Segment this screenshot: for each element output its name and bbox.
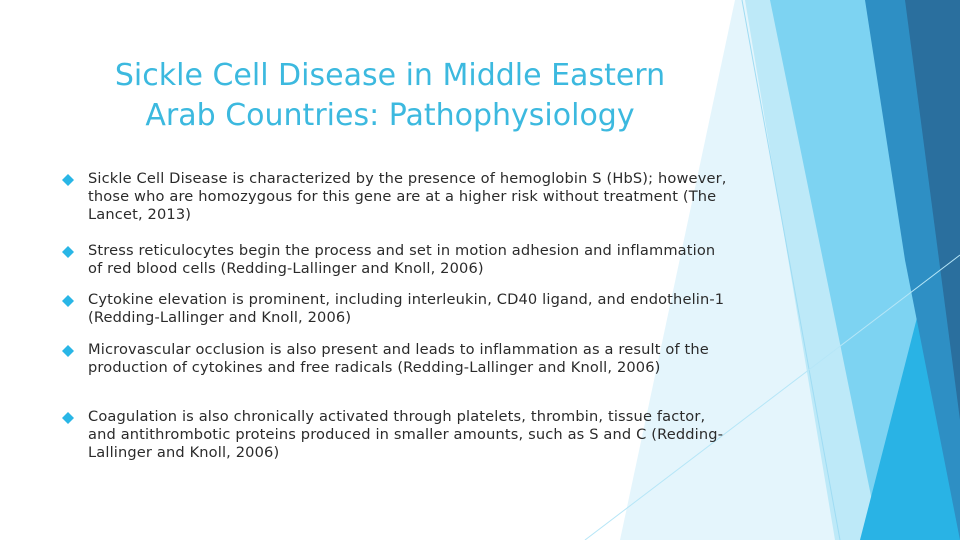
diamond-bullet-icon <box>62 412 74 424</box>
title-line-1: Sickle Cell Disease in Middle Eastern <box>114 58 666 93</box>
bullet-text: Cytokine elevation is prominent, including interleukin, CD40 ligand, and endothelin-1 (Redding-Lallinger and Knoll, 2006) <box>88 291 725 326</box>
bullet-text: Stress reticulocytes begin the process and set in motion adhesion and inflammation of red blood cells (Redding-Lallinger and Knoll, 2006) <box>88 242 716 277</box>
diamond-bullet-icon <box>62 174 74 186</box>
diamond-bullet-icon <box>62 295 74 307</box>
bullet-text: Coagulation is also chronically activated through platelets, thrombin, tissue factor, and antithrombotic proteins produced in smaller amounts, such as S and C (Redding-Lallinger and Knoll, 2006) <box>88 408 724 461</box>
slide-title <box>60 56 720 136</box>
title-line-2: Arab Countries: Pathophysiology <box>145 98 635 133</box>
diamond-bullet-icon <box>62 246 74 258</box>
bullet-text: Sickle Cell Disease is characterized by the presence of hemoglobin S (HbS); however, those who are homozygous for this gene are at a higher risk without treatment (The Lancet, 2013) <box>88 170 727 223</box>
bullet-text: Microvascular occlusion is also present and leads to inflammation as a result of the production of cytokines and free radicals (Redding-Lallinger and Knoll, 2006) <box>88 341 709 376</box>
diamond-bullet-icon <box>62 345 74 357</box>
